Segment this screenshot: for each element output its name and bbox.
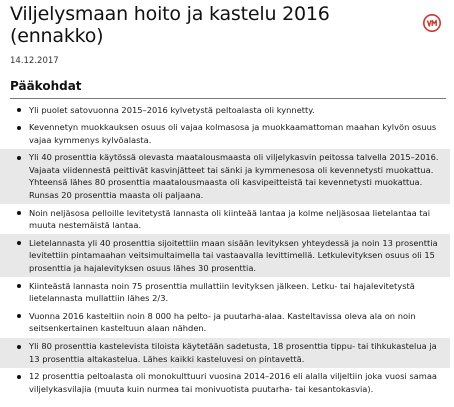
list-item: Noin neljäsosa pelloille levitetystä lannasta oli kiinteää lantaa ja kolme neljäsosaa lietelantaa tai muuta nestemäistä lantaa. [0, 204, 450, 234]
list-item: Yli 40 prosenttia käytössä olevasta maatalousmaasta oli viljelykasvin peitossa talvella 2015–2016. Vajaata viidennestä peittivät kasvinjätteet tai sänki ja kymmenesosa oli kevennetysti muokattua. Yhteensä lähes 80 prosenttia maatalousmaasta oli kasvipeitteistä tai kevennetysti muokattua. Runsas 20 prosenttia maasta oli paljaana. [0, 149, 450, 204]
section-divider [10, 98, 446, 99]
key-points-list [0, 101, 450, 398]
list-item: Yli 80 prosenttia kastelevista tiloista käytetään sadetusta, 18 prosenttia tippu- tai tihkukastelua ja 13 prosenttia altakastelua. Lähes kaikki kasteluvesi on pintavettä. [0, 338, 450, 368]
section-title: Pääkohdat [10, 79, 82, 93]
list-item: Kevennetyn muokkauksen osuus oli vajaa kolmasosa ja muokkaamattoman maahan kylvön osuus vajaa kymmenys kylvöalasta. [0, 119, 450, 149]
list-item: Lietelannasta yli 40 prosenttia sijoitettiin maan sisään levityksen yhteydessä ja noin 13 prosenttia levitettiin pintamaahan veitsimultaimella tai vastaavalla levittimellä. Letkulevityksen osuus oli 15 prosenttia ja hajalevityksen osuus lähes 30 prosenttia. [0, 234, 450, 277]
list-item: Vuonna 2016 kasteltiin noin 8 000 ha pelto- ja puutarha-alaa. Kasteltavissa oleva ala on noin seitsenkertainen kasteltuun alaan nähden. [0, 307, 450, 337]
publication-date: 14.12.2017 [10, 56, 59, 66]
list-item: Yli puolet satovuonna 2015–2016 kylvetystä peltoalasta oli kynnetty. [0, 101, 450, 119]
list-item: Kiinteästä lannasta noin 75 prosenttia mullattiin levityksen jälkeen. Letku- tai hajalevitetystä lietelannasta mullattiin lähes 2/3. [0, 277, 450, 307]
page-title: Viljelysmaan hoito ja kastelu 2016 (ennakko) [10, 3, 330, 47]
organization-logo-icon [423, 14, 441, 32]
list-item: 12 prosenttia peltoalasta oli monokulttuuri vuosina 2014–2016 eli alalla viljeltiin joka vuosi samaa viljelykasvilajia (muuta kuin nurmea tai monivuotista puutarha- tai kesantokasvia). [0, 368, 450, 398]
